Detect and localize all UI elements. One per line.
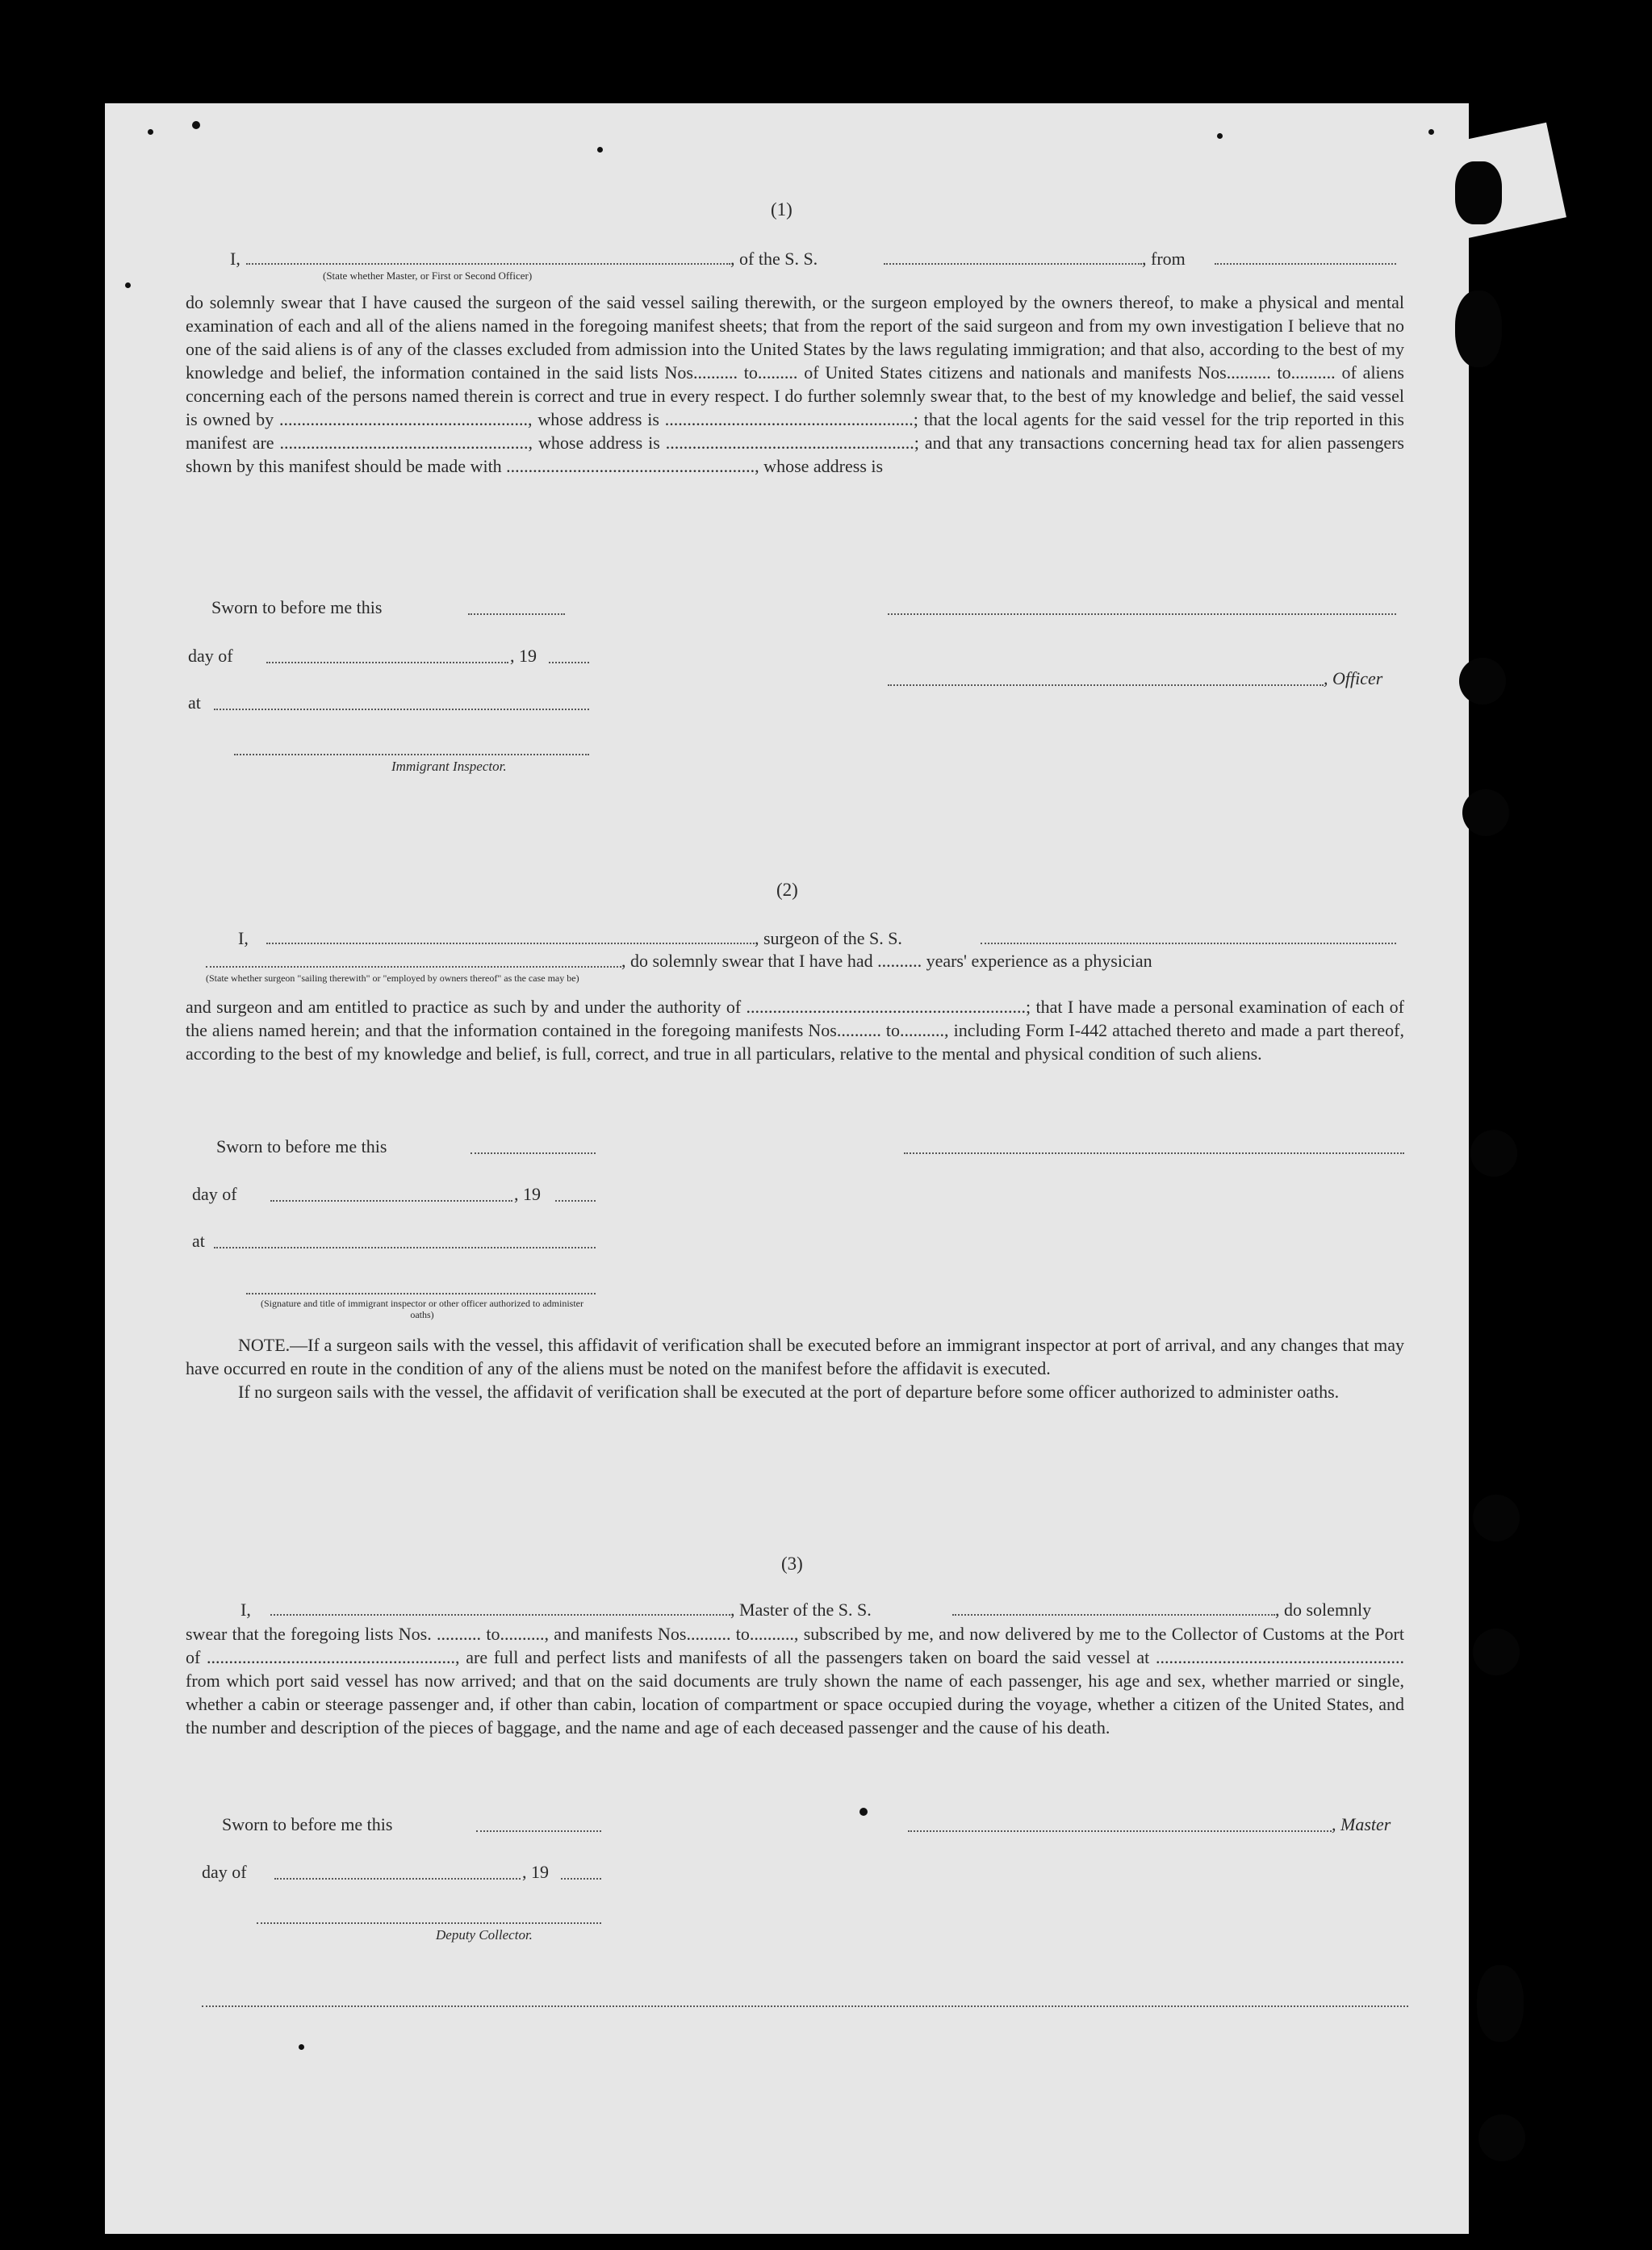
section-1-body [186, 291, 1404, 478]
s2-line2-blank [206, 966, 621, 968]
punch-hole [1473, 1495, 1520, 1541]
s3-collector: Deputy Collector. [436, 1927, 533, 1943]
s3-line1-blank [270, 1614, 730, 1616]
s2-sworn: Sworn to before me this [216, 1136, 387, 1156]
s2-line2: , do solemnly swear that I have had .......... years' experience as a physician [621, 951, 1152, 971]
punch-hole [1455, 161, 1502, 224]
s3-master-blank [908, 1830, 1332, 1832]
s3-collector-blank [257, 1922, 601, 1924]
s1-day-blank [266, 662, 508, 663]
punch-hole [1478, 2114, 1525, 2161]
s3-year-blank [561, 1878, 601, 1880]
s3-sworn: Sworn to before me this [222, 1814, 393, 1834]
s1-year-blank [549, 662, 589, 663]
speck [597, 147, 603, 153]
s3-line1-i: I, [240, 1600, 251, 1620]
punch-hole [1477, 1965, 1524, 2042]
s1-officer: , Officer [1324, 668, 1383, 688]
punch-hole [1462, 789, 1509, 836]
section-2-body [186, 995, 1404, 1065]
s1-line1-blank [246, 263, 730, 265]
s3-sworn-blank [476, 1830, 601, 1832]
s2-note-1: NOTE.—If a surgeon sails with the vessel, this affidavit of verification shall be executed before an immigrant inspector at port of arrival, and any changes that may have occurred en route in the condition of any of the aliens must be noted on the manifest before the affidavit is executed. [186, 1335, 1404, 1378]
s1-inspector: Immigrant Inspector. [391, 759, 507, 774]
s2-body-text: and surgeon and am entitled to practice as such by and under the authority of ...............................................................; that I have made a personal examination of each of the aliens named herein; and that the information contained in the foregoing manifests Nos.......... to.........., including Form I-442 attached thereto and made a part thereof, according to the best of my knowledge and belief, is full, correct, and true in all particulars, relative to the mental and physical condition of such aliens. [186, 997, 1404, 1064]
s3-line1-solemnly: , do solemnly [1275, 1600, 1372, 1620]
s2-note-2: If no surgeon sails with the vessel, the affidavit of verification shall be executed at the port of departure before some officer authorized to administer oaths. [238, 1382, 1340, 1402]
s2-sig-note: (Signature and title of immigrant inspector or other officer authorized to administer oaths) [261, 1298, 583, 1320]
s2-at-blank [214, 1247, 596, 1248]
s1-line1-i: I, [230, 249, 240, 269]
punch-hole [1455, 291, 1502, 367]
s2-year: , 19 [514, 1184, 541, 1204]
s1-at-blank [214, 709, 589, 710]
s2-sworn-blank [471, 1152, 596, 1154]
s1-sig-blank-1 [888, 613, 1396, 615]
bottom-rule [202, 2005, 1408, 2007]
s3-year: , 19 [522, 1862, 549, 1882]
s2-inspector-blank [246, 1293, 596, 1294]
s2-year-blank [555, 1200, 596, 1202]
s1-inspector-blank [234, 754, 589, 755]
s3-line1-ss: , Master of the S. S. [730, 1600, 872, 1620]
punch-hole [1470, 1130, 1517, 1177]
s2-line1-blank [266, 943, 755, 944]
speck [1428, 129, 1434, 135]
section-2-note [186, 1333, 1404, 1403]
section-1-number: (1) [771, 199, 793, 220]
s3-day-of: day of [202, 1862, 247, 1882]
s1-year: , 19 [510, 646, 537, 666]
s3-master: , Master [1332, 1814, 1391, 1834]
section-2-number: (2) [776, 880, 798, 900]
s2-ship-blank [981, 943, 1396, 944]
punch-hole [1459, 658, 1506, 705]
s1-body-text: do solemnly swear that I have caused the surgeon of the said vessel sailing therewith, or the surgeon employed by the owners thereof, to make a physical and mental examination of each and all of the aliens named in the foregoing manifest sheets; that from the report of the said surgeon and from my own investigation I believe that no one of the said aliens is of any of the classes excluded from admission into the United States by the laws regulating immigration; and that also, according to the best of my knowledge and belief, the information contained in the said lists Nos.......... to......... of United States citizens and nationals and manifests Nos.......... to.......... of aliens concerning each of the persons named therein is correct and true in every respect. I do further solemnly swear that, to the best of my knowledge and belief, the said vessel is owned by ........................................................, whose address is ........................................................; that the local agents for the said vessel for the trip reported in this manifest are ........................................................, whose address is ........................................................; and that any transactions concerning head tax for alien passengers shown by this manifest should be made with ........................................................, whose address is [186, 292, 1404, 476]
s1-line1-from: , from [1142, 249, 1186, 269]
speck [125, 282, 131, 288]
s2-line2-note: (State whether surgeon "sailing therewith" or "employed by owners thereof" as the case may be) [206, 972, 579, 984]
s1-ship-blank [884, 263, 1142, 265]
speck [859, 1808, 868, 1816]
s1-sworn: Sworn to before me this [211, 597, 383, 617]
section-3-body [186, 1622, 1404, 1739]
s3-body-text: swear that the foregoing lists Nos. .......... to.........., and manifests Nos.......... to.........., subscribed by me, and now delivered by me to the Collector of Customs at the Port of ........................................................, are full and perfect lists and manifests of all the passengers taken on board the said vessel at ........................................................ from which port said vessel has now arrived; and that on the said documents are truly shown the name of each passenger, his age and sex, whether married or single, whether a cabin or steerage passenger and, if other than cabin, location of compartment or space occupied during the voyage, whether a citizen of the United States, and the number and description of the pieces of baggage, and the name and age of each deceased passenger and the cause of his death. [186, 1624, 1404, 1738]
s2-day-of: day of [192, 1184, 237, 1204]
s2-sig-blank [904, 1152, 1404, 1154]
s3-ship-blank [952, 1614, 1275, 1616]
s1-at: at [188, 692, 201, 713]
section-3-number: (3) [781, 1554, 803, 1574]
s1-line1-note: (State whether Master, or First or Second Officer) [323, 270, 533, 282]
speck [192, 121, 200, 129]
s2-line1-ss: , surgeon of the S. S. [755, 928, 902, 948]
s2-day-blank [270, 1200, 512, 1202]
speck [1217, 133, 1223, 139]
s1-day-of: day of [188, 646, 233, 666]
s1-line1-ss: , of the S. S. [730, 249, 818, 269]
speck [148, 129, 153, 135]
s2-line1-i: I, [238, 928, 249, 948]
punch-hole [1473, 1629, 1520, 1675]
s3-day-blank [274, 1878, 521, 1880]
speck [299, 2044, 304, 2050]
s1-sworn-blank [468, 613, 565, 615]
s1-from-blank [1215, 263, 1396, 265]
s2-at: at [192, 1231, 205, 1251]
s1-officer-blank [888, 684, 1324, 686]
